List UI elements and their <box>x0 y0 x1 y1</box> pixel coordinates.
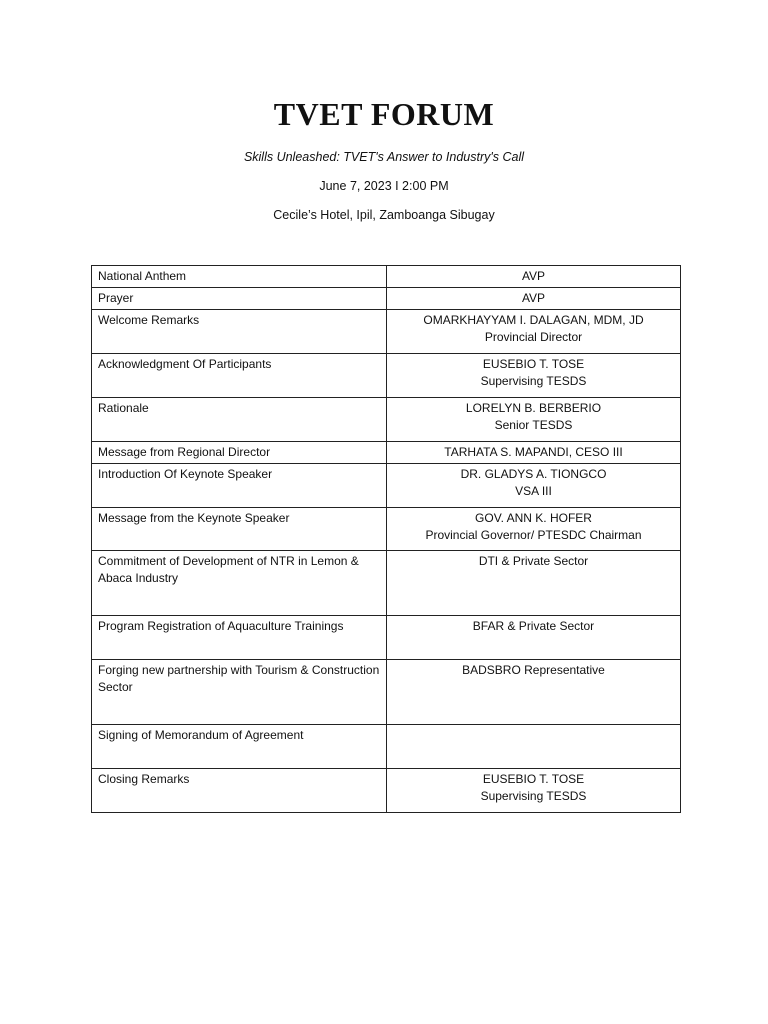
speaker-role: VSA III <box>515 484 552 498</box>
program-speaker <box>387 508 681 551</box>
program-item: Program Registration of Aquaculture Trainings <box>92 616 387 660</box>
speaker-name: AVP <box>521 291 546 305</box>
program-speaker <box>387 725 681 769</box>
program-speaker <box>387 266 681 288</box>
table-row <box>92 354 681 398</box>
program-table <box>91 265 681 813</box>
program-item: Closing Remarks <box>92 769 387 813</box>
speaker-role: Supervising TESDS <box>480 789 587 803</box>
table-row <box>92 398 681 442</box>
program-speaker <box>387 310 681 354</box>
event-datetime: June 7, 2023 I 2:00 PM <box>319 179 449 193</box>
event-venue: Cecile’s Hotel, Ipil, Zamboanga Sibugay <box>273 208 495 222</box>
table-row <box>92 442 681 464</box>
table-row <box>92 508 681 551</box>
program-speaker <box>387 288 681 310</box>
speaker-name: DR. GLADYS A. TIONGCO <box>460 467 607 481</box>
speaker-name: AVP <box>521 269 546 283</box>
program-item: Signing of Memorandum of Agreement <box>92 725 387 769</box>
table-row <box>92 769 681 813</box>
program-speaker <box>387 616 681 660</box>
program-speaker <box>387 442 681 464</box>
program-item: Acknowledgment Of Participants <box>92 354 387 398</box>
program-speaker <box>387 354 681 398</box>
speaker-name: OMARKHAYYAM I. DALAGAN, MDM, JD <box>423 313 644 327</box>
speaker-role: Supervising TESDS <box>480 374 587 388</box>
program-speaker <box>387 660 681 725</box>
speaker-name: BADSBRO Representative <box>462 663 605 677</box>
program-item: Forging new partnership with Tourism & Construction Sector <box>92 660 387 725</box>
speaker-name: EUSEBIO T. TOSE <box>482 772 585 786</box>
program-item: Commitment of Development of NTR in Lemon & Abaca Industry <box>92 551 387 616</box>
speaker-role: Provincial Director <box>484 330 583 344</box>
program-item: Prayer <box>92 288 387 310</box>
table-row <box>92 616 681 660</box>
program-item: Message from the Keynote Speaker <box>92 508 387 551</box>
event-theme: Skills Unleashed: TVET's Answer to Industry's Call <box>243 150 525 164</box>
table-row <box>92 464 681 508</box>
speaker-name: EUSEBIO T. TOSE <box>482 357 585 371</box>
table-row <box>92 660 681 725</box>
speaker-name: DTI & Private Sector <box>478 554 589 568</box>
table-row <box>92 551 681 616</box>
program-item: Rationale <box>92 398 387 442</box>
program-speaker <box>387 769 681 813</box>
program-speaker <box>387 398 681 442</box>
speaker-name: TARHATA S. MAPANDI, CESO III <box>444 445 623 459</box>
table-row <box>92 725 681 769</box>
speaker-name: BFAR & Private Sector <box>472 619 595 633</box>
program-item: National Anthem <box>92 266 387 288</box>
speaker-name: GOV. ANN K. HOFER <box>475 511 592 525</box>
table-row <box>92 288 681 310</box>
program-item: Message from Regional Director <box>92 442 387 464</box>
program-speaker <box>387 464 681 508</box>
page-title: TVET FORUM <box>273 96 495 132</box>
program-item: Welcome Remarks <box>92 310 387 354</box>
speaker-role: Provincial Governor/ PTESDC Chairman <box>425 528 642 542</box>
table-row <box>92 266 681 288</box>
speaker-name: LORELYN B. BERBERIO <box>465 401 602 415</box>
speaker-role: Senior TESDS <box>494 418 573 432</box>
program-speaker <box>387 551 681 616</box>
table-row <box>92 310 681 354</box>
program-item: Introduction Of Keynote Speaker <box>92 464 387 508</box>
